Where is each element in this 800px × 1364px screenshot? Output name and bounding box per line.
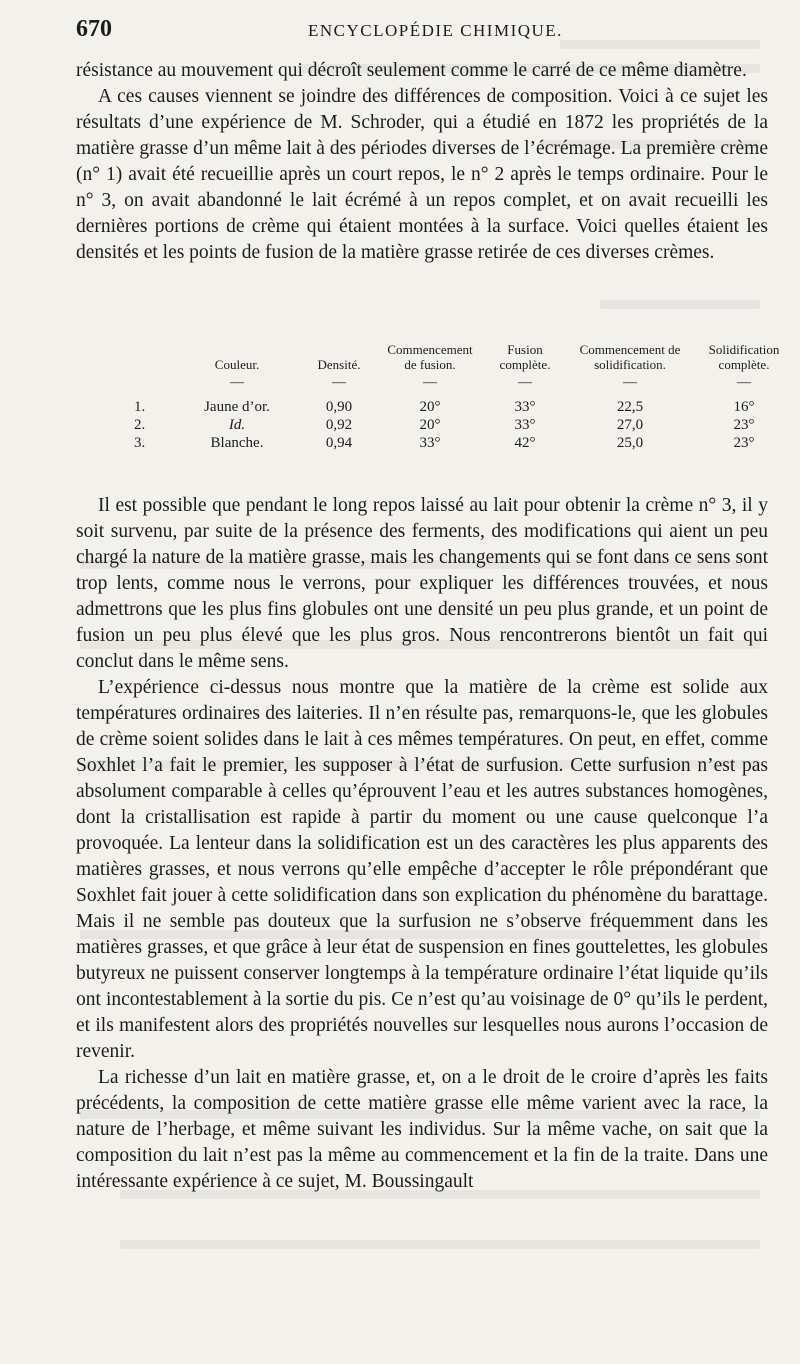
page-header [76,14,766,46]
running-title: ENCYCLOPÉDIE CHIMIQUE. [308,21,563,40]
dash-row: — — — — — — [230,375,751,390]
col-header-couleur: Couleur. [214,357,260,372]
body-text-top [76,58,768,266]
table-row: 1. Jaune d’or. 0,90 20° 33° 22,5 16° [134,399,755,415]
paragraph: A ces causes viennent se joindre des différences de composition. Voici à ce sujet les résultats d’une expérience de M. Schroder, qui a étudié en 1872 les propriétés de la matière grasse d’un même lait à des périodes diverses de l’écrémage. La première crème (n° 1) avait été recueillie après un court repos, le n° 2 après le temps ordinaire. Pour le n° 3, on avait abandonné le lait écrémé à un repos complet, et on avait recueilli les dernières portions de crème qui étaient montées à la surface. Voici quelles étaient les densités et les points de fusion de la matière grasse retirée de ces diverses crèmes. [76,86,768,263]
col-header-densite: Densité. [317,357,361,372]
paragraph: résistance au mouvement qui décroît seulement comme le carré de ce même diamètre. [76,60,747,81]
col-header-comm-fusion: Commencement de fusion. [387,342,473,372]
density-table [130,342,796,452]
table-row: 3. Blanche. 0,94 33° 42° 25,0 23° [134,435,755,451]
page-number: 670 [76,16,112,42]
body-text-bottom [76,493,768,1195]
col-header-comm-solid: Commencement de solidification. [579,342,681,372]
table-header-row [130,342,796,372]
col-header-solid-complete: Solidification complète. [708,342,780,372]
paragraph: La richesse d’un lait en matière grasse, et, on a le droit de le croire d’après les faits précédents, la composition de cette matière grasse elle même varient avec la race, la nature de l’herbage, et même suivant les individus. Sur la même vache, on sait que la composition du lait n’est pas la même au commencement et la fin de la traite. Dans une intéressante expérience à ce sujet, M. Boussingault [76,1067,768,1192]
col-header-fusion-complete: Fusion complète. [499,342,551,372]
table-row: 2. Id. 0,92 20° 33° 27,0 23° [134,417,755,433]
paragraph: Il est possible que pendant le long repos laissé au lait pour obtenir la crème n° 3, il y soit survenu, par suite de la présence des ferments, des modifications qui aient un peu chargé la nature de la matière grasse, mais les changements qui se font dans ce sens sont trop lents, comme nous le verrons, pour expliquer les différences trouvées, et nous admettrons que les plus fins globules ont une densité un peu plus grande, et un point de fusion un peu plus élevé que les plus gros. Nous rencontrerons bientôt un fait qui conclut dans le même sens. [76,495,768,672]
paragraph: L’expérience ci-dessus nous montre que la matière de la crème est solide aux températures ordinaires des laiteries. Il n’en résulte pas, remarquons-le, que les globules de crème soient solides dans le lait à ces mêmes températures. On peut, en effet, comme Soxhlet l’a fait le premier, les supposer à l’état de surfusion. Cette surfusion n’est pas absolument comparable à celles qu’éprouvent l’eau et les autres substances homogènes, dont la cristallisation est rapide à partir du moment ou une cause quelconque l’a provoquée. La lenteur dans la solidification est un des caractères les plus apparents des matières grasses, et nous verrons qu’elle empêche d’accepter le rôle prépondérant que Soxhlet fait jouer à cette solidification dans son explication du phénomène du barattage. Mais il ne semble pas douteux que la surfusion ne s’observe fréquemment dans les matières grasses, et que grâce à leur état de suspension en fines gouttelettes, les globules butyreux ne puissent conserver longtemps à la température ordinaire l’état liquide qu’ils ont incontestablement à la sortie du pis. Ce n’est qu’au voisinage de 0° qu’ils le perdent, et ils manifestent alors des propriétés nouvelles sur lesquelles nous aurons l’occasion de revenir. [76,677,768,1062]
